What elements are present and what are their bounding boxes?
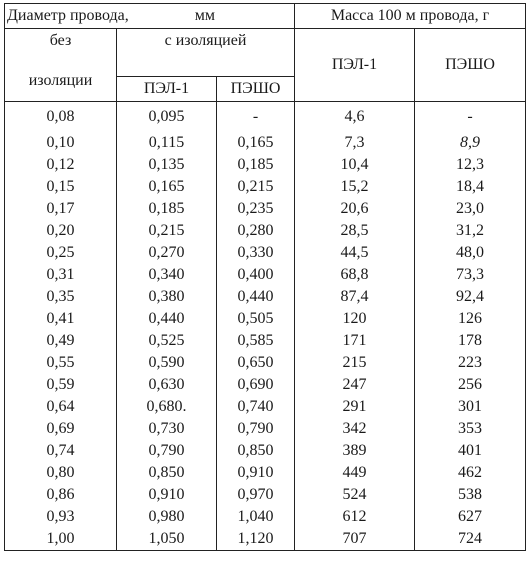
table-cell: 15,2	[295, 176, 415, 198]
table-cell: 28,5	[295, 220, 415, 242]
table-cell: 524	[295, 484, 415, 506]
table-row	[5, 176, 526, 198]
table-cell: 0,86	[5, 484, 117, 506]
table-body	[5, 102, 526, 551]
table-cell: 449	[295, 462, 415, 484]
table-cell: 0,740	[217, 396, 295, 418]
table-cell: 171	[295, 330, 415, 352]
table-cell: 0,69	[5, 418, 117, 440]
table-cell: 1,120	[217, 528, 295, 551]
table-row	[5, 220, 526, 242]
table-cell: 73,3	[415, 264, 526, 286]
table-cell: 0,59	[5, 374, 117, 396]
table-cell: 0,15	[5, 176, 117, 198]
table-row	[5, 374, 526, 396]
table-cell: 0,400	[217, 264, 295, 286]
table-cell: 247	[295, 374, 415, 396]
table-row	[5, 198, 526, 220]
table-cell: 0,850	[117, 462, 217, 484]
table-cell: 4,6	[295, 102, 415, 133]
table-cell: 10,4	[295, 154, 415, 176]
table-cell: 1,040	[217, 506, 295, 528]
table-cell: 126	[415, 308, 526, 330]
table-cell: 724	[415, 528, 526, 551]
table-header	[5, 4, 526, 102]
table-cell: 256	[415, 374, 526, 396]
table-cell: 0,49	[5, 330, 117, 352]
table-cell: 0,74	[5, 440, 117, 462]
table-cell: 0,10	[5, 132, 117, 154]
table-cell: 0,08	[5, 102, 117, 133]
table-cell: 0,730	[117, 418, 217, 440]
table-cell: 1,00	[5, 528, 117, 551]
table-cell: 389	[295, 440, 415, 462]
table-cell: 342	[295, 418, 415, 440]
table-cell: 68,8	[295, 264, 415, 286]
table-cell: 353	[415, 418, 526, 440]
table-cell: 0,525	[117, 330, 217, 352]
table-cell: 0,970	[217, 484, 295, 506]
table-cell: 1,050	[117, 528, 217, 551]
table-cell: 87,4	[295, 286, 415, 308]
table-cell: 178	[415, 330, 526, 352]
table-cell: 0,25	[5, 242, 117, 264]
table-row	[5, 154, 526, 176]
table-cell: 627	[415, 506, 526, 528]
table-row	[5, 308, 526, 330]
table-row	[5, 264, 526, 286]
diameter-label: Диаметр провода,	[7, 7, 129, 24]
table-cell: 0,330	[217, 242, 295, 264]
table-row	[5, 440, 526, 462]
table-cell: 0,17	[5, 198, 117, 220]
table-cell: 0,185	[117, 198, 217, 220]
table-row	[5, 102, 526, 133]
pesho-header: ПЭШО	[217, 77, 295, 102]
table-cell: 0,31	[5, 264, 117, 286]
table-cell: 0,440	[217, 286, 295, 308]
table-cell: 0,680.	[117, 396, 217, 418]
table-cell: 0,20	[5, 220, 117, 242]
mass-header: Масса 100 м провода, г	[295, 4, 526, 29]
table-cell: 0,215	[217, 176, 295, 198]
table-cell: 0,235	[217, 198, 295, 220]
table-row	[5, 352, 526, 374]
table-row	[5, 484, 526, 506]
pel1-header: ПЭЛ-1	[117, 77, 217, 102]
table-row	[5, 132, 526, 154]
table-cell: 0,93	[5, 506, 117, 528]
table-cell: 0,165	[117, 176, 217, 198]
wire-table-container	[4, 3, 526, 551]
table-cell: 31,2	[415, 220, 526, 242]
table-cell: 0,690	[217, 374, 295, 396]
table-cell: 0,135	[117, 154, 217, 176]
table-cell: 0,115	[117, 132, 217, 154]
table-row	[5, 528, 526, 551]
table-cell: 0,270	[117, 242, 217, 264]
table-cell: 0,380	[117, 286, 217, 308]
diameter-unit: мм	[194, 7, 216, 24]
table-cell: 0,215	[117, 220, 217, 242]
diameter-header	[5, 4, 295, 29]
table-cell: 12,3	[415, 154, 526, 176]
table-cell: 707	[295, 528, 415, 551]
table-row	[5, 462, 526, 484]
table-cell: 0,850	[217, 440, 295, 462]
table-cell: 538	[415, 484, 526, 506]
table-row	[5, 242, 526, 264]
table-cell: 612	[295, 506, 415, 528]
table-row	[5, 418, 526, 440]
table-row	[5, 286, 526, 308]
table-cell: 401	[415, 440, 526, 462]
table-cell: 0,64	[5, 396, 117, 418]
table-cell: 23,0	[415, 198, 526, 220]
table-cell: -	[217, 102, 295, 133]
table-cell: 20,6	[295, 198, 415, 220]
table-cell: 0,55	[5, 352, 117, 374]
table-row	[5, 506, 526, 528]
bare-wire-header	[5, 29, 117, 102]
table-cell: 0,910	[117, 484, 217, 506]
table-cell: 120	[295, 308, 415, 330]
table-cell: 0,980	[117, 506, 217, 528]
bare-line2: изоляции	[28, 72, 93, 89]
table-cell: 0,505	[217, 308, 295, 330]
table-cell: 0,440	[117, 308, 217, 330]
table-cell: 0,790	[117, 440, 217, 462]
table-cell: 223	[415, 352, 526, 374]
insulated-header: с изоляцией	[117, 29, 295, 77]
bare-line1: без	[49, 32, 72, 49]
table-cell: 0,585	[217, 330, 295, 352]
table-cell: 0,41	[5, 308, 117, 330]
table-cell: 0,12	[5, 154, 117, 176]
table-cell: 0,650	[217, 352, 295, 374]
table-row	[5, 330, 526, 352]
table-cell: 301	[415, 396, 526, 418]
mass-pel1-header: ПЭЛ-1	[295, 29, 415, 102]
mass-pesho-header: ПЭШО	[415, 29, 526, 102]
table-cell: 44,5	[295, 242, 415, 264]
table-cell: 7,3	[295, 132, 415, 154]
table-cell: 0,35	[5, 286, 117, 308]
table-cell: 0,165	[217, 132, 295, 154]
table-cell: 0,280	[217, 220, 295, 242]
wire-table	[4, 3, 526, 551]
table-cell: 48,0	[415, 242, 526, 264]
table-cell: 0,095	[117, 102, 217, 133]
table-cell: 0,80	[5, 462, 117, 484]
table-cell: 291	[295, 396, 415, 418]
table-cell: 18,4	[415, 176, 526, 198]
table-cell: 215	[295, 352, 415, 374]
table-cell: 8,9	[415, 132, 526, 154]
table-cell: 0,185	[217, 154, 295, 176]
table-cell: 0,340	[117, 264, 217, 286]
table-cell: 92,4	[415, 286, 526, 308]
table-cell: 0,630	[117, 374, 217, 396]
table-cell: 0,910	[217, 462, 295, 484]
table-cell: 0,790	[217, 418, 295, 440]
table-row	[5, 396, 526, 418]
table-cell: 462	[415, 462, 526, 484]
table-cell: 0,590	[117, 352, 217, 374]
table-cell: -	[415, 102, 526, 133]
